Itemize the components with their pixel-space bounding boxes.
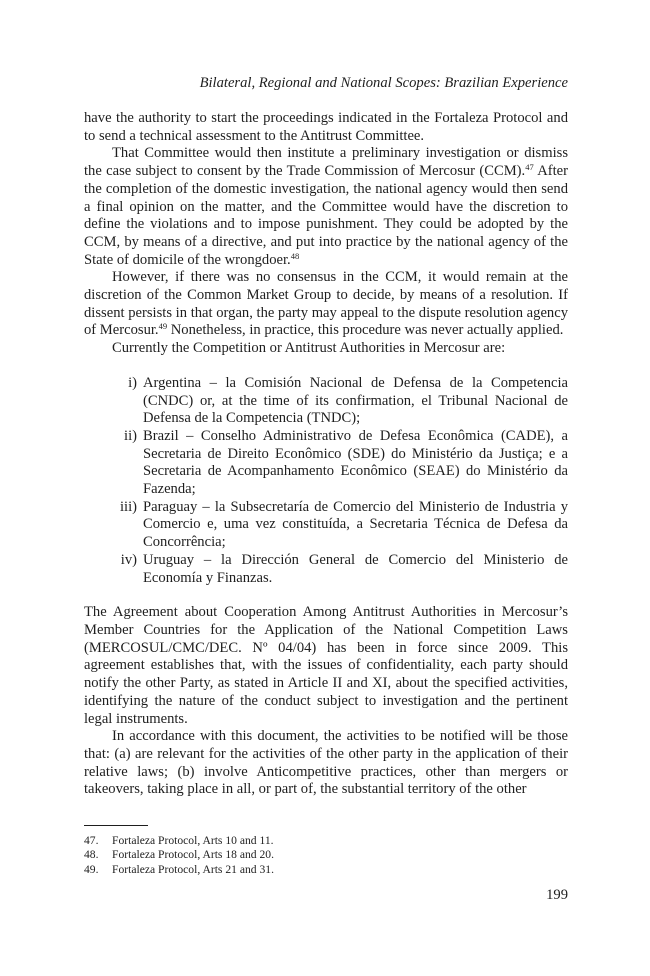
paragraph-text: That Committee would then institute a preliminary investigation or dismiss the case subject to consent by the Trade Commission of Mercosur (CCM). [84,145,568,180]
footnote-ref-48[interactable]: 48 [290,250,300,261]
footnote-47 [84,834,274,848]
authorities-list [84,375,568,587]
list-item-number: iv) [120,551,137,568]
paragraph: Currently the Competition or Antitrust Authorities in Mercosur are: [112,340,506,357]
footnote-ref-49[interactable]: 49 [158,321,168,332]
paragraph [84,269,568,340]
paragraph-text: Nonetheless, in practice, this procedure was never actually applied. [167,322,564,339]
footnote-49 [84,863,274,877]
paragraph: The Agreement about Cooperation Among Antitrust Authorities in Mercosur’s Member Countries for the Application of the National Competition Laws (MERCOSUL/CMC/DEC. Nº 04/04) has been in force since 2009. This agreement establishes that, with the issues of confidentiality, each party should notify the other Party, as stated in Article II and XI, about the specified activities, identifying the nature of the conduct subject to investigation and the pertinent legal instruments. [84,604,568,727]
book-page [84,0,568,976]
footnote-text: Fortaleza Protocol, Arts 10 and 11. [112,834,274,847]
footnote-divider [84,825,148,826]
footnotes [84,834,274,877]
list-item-text: Paraguay – la Subsecretaría de Comercio del Ministerio de Industria y Comercio e, uma vez constituída, a Secretaria Técnica de Defesa da Concorrência; [143,498,568,551]
footnote-number: 47. [84,834,99,847]
footnote-text: Fortaleza Protocol, Arts 21 and 31. [112,862,274,876]
list-item-number: iii) [119,498,137,515]
paragraph-text: After the completion of the domestic investigation, the national agency would then send a final opinion on the matter, and the Committee would have the discretion to define the violations and to impose punishment. They could be adopted by the CCM, by means of a directive, and put into practice by the national agency of the State of domicile of the wrongdoer. [84,163,569,268]
list-item [84,428,568,499]
footnote-number: 48. [84,848,99,862]
list-item-number: i) [128,374,137,391]
footnote-number: 49. [84,862,99,876]
running-header: Bilateral, Regional and National Scopes: Brazilian Experience [199,75,568,91]
list-item [84,552,568,587]
paragraph-text: However, if there was no consensus in the CCM, it would remain at the discretion of the Common Market Group to decide, by means of a resolution. If dissent persists in that organ, the party may appeal to the dispute resolution agency of Mercosur. [84,269,568,339]
footnote-48 [84,848,274,862]
list-item-number: ii) [124,427,137,444]
paragraph [84,145,568,269]
page-number: 199 [546,887,568,903]
main-text [84,110,568,799]
list-item [84,375,568,428]
footnote-ref-47[interactable]: 47 [525,162,534,173]
footnote-text: Fortaleza Protocol, Arts 18 and 20. [112,848,274,862]
paragraph: In accordance with this document, the activities to be notified will be those that: (a) are relevant for the activities of the other party in the application of their relative laws; (b) involve Anticompetitive practices, other than mergers or takeovers, taking place in all, or part of, the substantial territory of the other [84,728,568,798]
list-item [84,499,568,552]
paragraph: have the authority to start the proceedings indicated in the Fortaleza Protocol and to send a technical assessment to the Antitrust Committee. [84,110,568,144]
list-item-text: Uruguay – la Dirección General de Comercio del Ministerio de Economía y Finanzas. [143,551,568,586]
list-item-text: Argentina – la Comisión Nacional de Defensa de la Competencia (CNDC) or, at the time of its confirmation, el Tribunal Nacional de Defensa de la Competencia (TNDC); [143,374,568,427]
list-item-text: Brazil – Conselho Administrativo de Defesa Econômica (CADE), a Secretaria de Direito Econômico (SDE) do Ministério da Justiça; e a Secretaria de Acompanhamento Econômico (SEAE) do Ministério da Fazenda; [143,427,568,498]
